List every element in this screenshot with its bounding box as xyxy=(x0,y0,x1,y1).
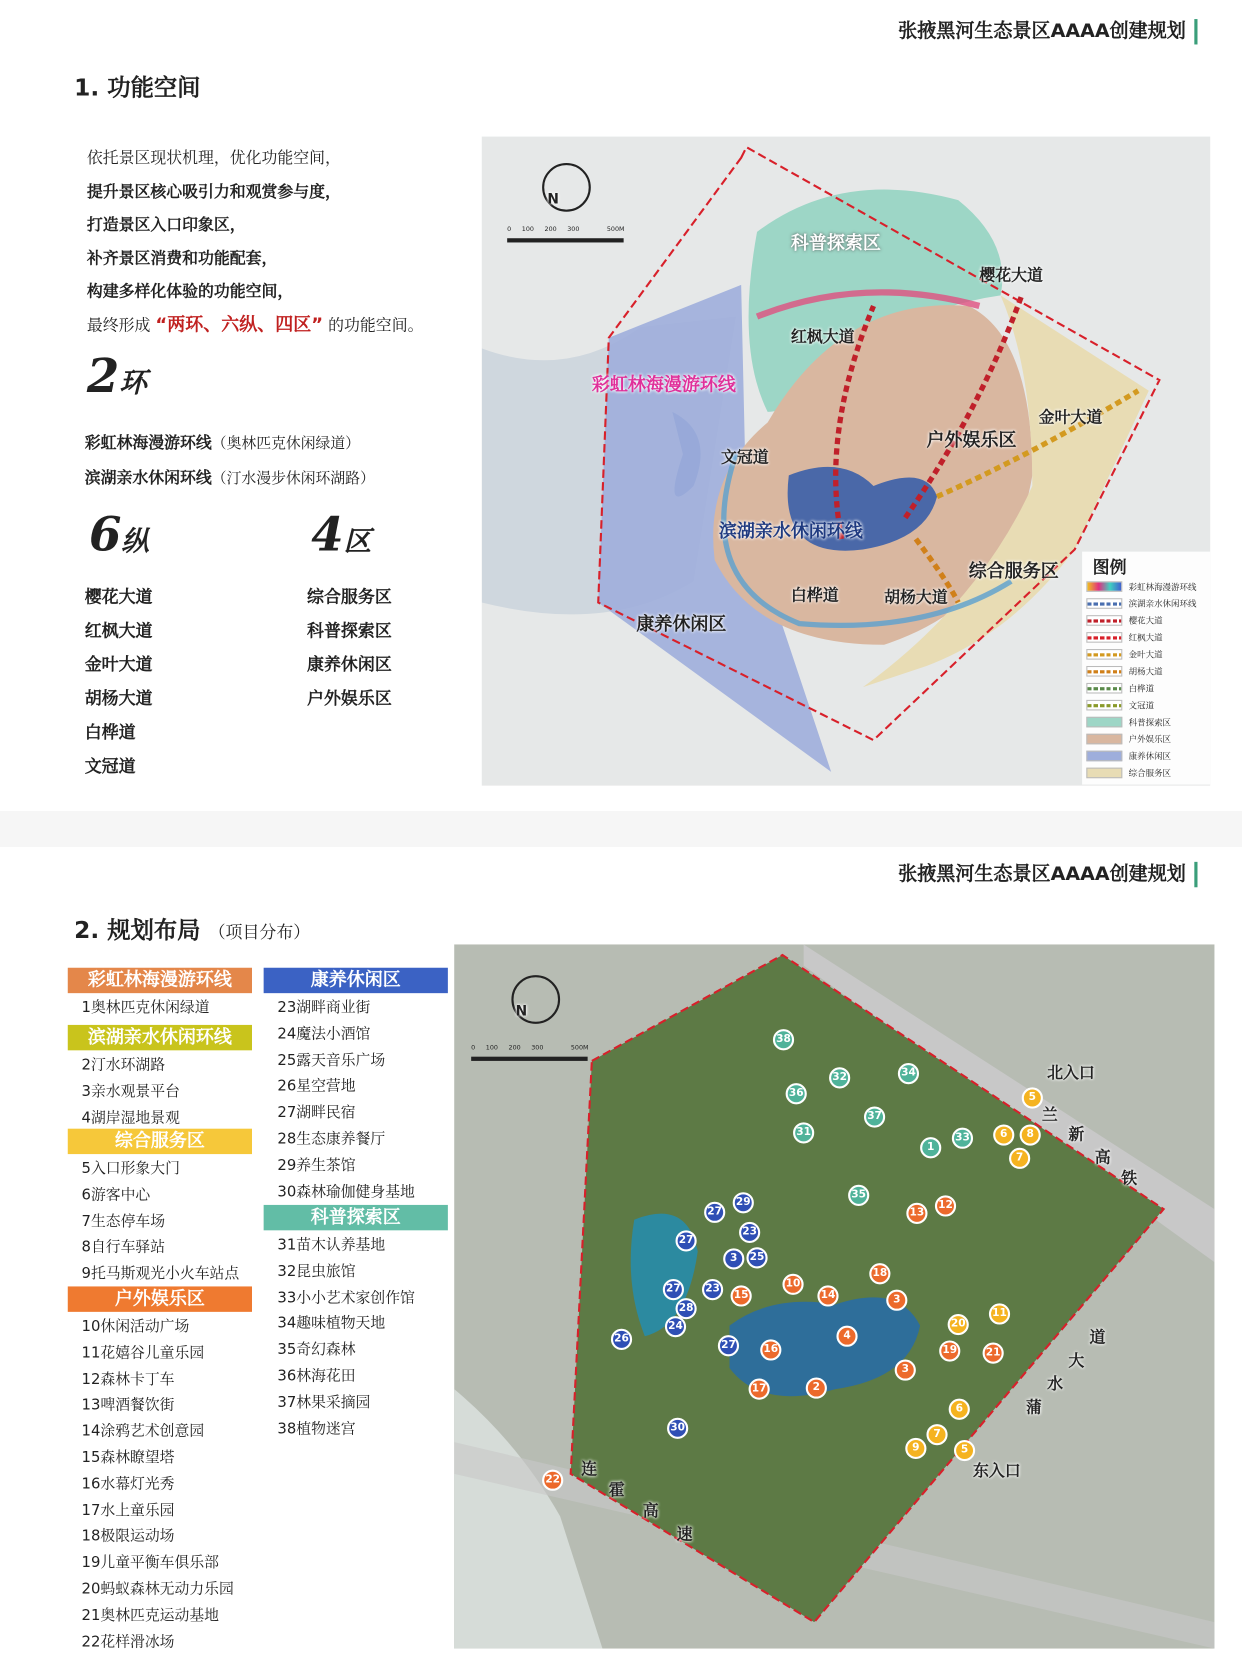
map-label: 白桦道 xyxy=(790,585,839,605)
scale-bar: 0 100 200 300 500M xyxy=(507,225,625,233)
project-item: 24魔法小酒馆 xyxy=(277,1025,371,1043)
project-marker[interactable]: 37 xyxy=(864,1106,885,1127)
project-item: 12森林卡丁车 xyxy=(81,1370,175,1388)
map-label: 科普探索区 xyxy=(790,232,881,255)
legend-swatch xyxy=(1086,700,1122,711)
project-marker[interactable]: 27 xyxy=(663,1279,684,1300)
scale-bar: 0 100 200 300 500M xyxy=(471,1043,589,1052)
project-item: 30森林瑜伽健身基地 xyxy=(277,1183,415,1201)
project-layout-map xyxy=(454,944,1214,1648)
project-item: 28生态康养餐厅 xyxy=(277,1130,386,1148)
project-marker[interactable]: 31 xyxy=(793,1122,814,1143)
intro-final-suffix: 的功能空间。 xyxy=(328,314,424,335)
columns-list xyxy=(85,580,153,783)
project-item: 7生态停车场 xyxy=(81,1212,166,1230)
column-item: 胡杨大道 xyxy=(84,688,153,709)
project-marker[interactable]: 2 xyxy=(806,1377,827,1398)
legend-label: 胡杨大道 xyxy=(1128,666,1163,677)
map-legend xyxy=(1082,552,1210,785)
legend-title: 图例 xyxy=(1092,556,1127,578)
road-label: 大 xyxy=(1068,1351,1085,1371)
project-marker[interactable]: 26 xyxy=(611,1329,632,1350)
project-marker[interactable]: 9 xyxy=(905,1438,926,1459)
map-label: 户外娱乐区 xyxy=(926,429,1017,452)
legend-item xyxy=(1086,680,1206,697)
project-marker[interactable]: 3 xyxy=(886,1290,907,1311)
highway-label: 速 xyxy=(676,1524,693,1544)
legend-swatch xyxy=(1086,666,1122,677)
project-item: 36林海花田 xyxy=(277,1367,356,1385)
intro-line: 依托景区现状机理，优化功能空间， xyxy=(86,148,341,168)
north-arrow: N xyxy=(547,191,559,208)
legend-item xyxy=(1086,578,1206,595)
project-marker[interactable]: 17 xyxy=(749,1379,770,1400)
legend-label: 彩虹林海漫游环线 xyxy=(1128,581,1197,592)
intro-final-prefix: 最终形成 xyxy=(86,314,151,335)
road-label: 蒲 xyxy=(1025,1397,1042,1417)
project-marker[interactable]: 25 xyxy=(746,1247,767,1268)
ring-item: 彩虹林海漫游环线（奥林匹克休闲绿道） xyxy=(84,433,361,453)
project-marker[interactable]: 34 xyxy=(898,1063,919,1084)
project-item: 18极限运动场 xyxy=(81,1528,175,1546)
column-item: 樱花大道 xyxy=(84,586,153,607)
map-label: 滨湖亲水休闲环线 xyxy=(718,520,863,543)
map-label: 综合服务区 xyxy=(968,561,1059,583)
map-label: 文冠道 xyxy=(721,447,769,467)
category-header: 滨湖亲水休闲环线 xyxy=(68,1025,252,1050)
legend-swatch xyxy=(1086,598,1122,609)
project-item: 1奥林匹克休闲绿道 xyxy=(81,999,210,1017)
legend-swatch xyxy=(1086,581,1122,592)
intro-text xyxy=(87,142,424,342)
project-marker[interactable]: 27 xyxy=(676,1230,697,1251)
project-marker[interactable]: 8 xyxy=(1020,1124,1041,1145)
road-label: 道 xyxy=(1089,1327,1106,1347)
legend-label: 金叶大道 xyxy=(1128,649,1163,660)
section-title: 2. 规划布局 （项目分布） xyxy=(74,917,311,945)
map-label: 胡杨大道 xyxy=(884,587,948,607)
project-item: 14涂鸦艺术创意园 xyxy=(81,1423,205,1441)
north-entrance-label: 北入口 xyxy=(1047,1063,1095,1083)
legend-item xyxy=(1086,595,1206,612)
project-marker[interactable]: 38 xyxy=(773,1029,794,1050)
project-marker[interactable]: 33 xyxy=(952,1128,973,1149)
map-label: 彩虹林海漫游环线 xyxy=(591,374,736,396)
category-header: 彩虹林海漫游环线 xyxy=(68,968,252,993)
legend-label: 康养休闲区 xyxy=(1128,751,1172,761)
legend-label: 综合服务区 xyxy=(1128,768,1172,778)
legend-item xyxy=(1086,714,1206,731)
project-marker[interactable]: 6 xyxy=(949,1399,970,1420)
project-marker[interactable]: 36 xyxy=(786,1083,807,1104)
project-marker[interactable]: 13 xyxy=(906,1203,927,1224)
rail-label: 高 xyxy=(1094,1147,1111,1167)
legend-swatch xyxy=(1086,734,1122,745)
intro-line: 补齐景区消费和功能配套， xyxy=(86,248,278,268)
project-marker[interactable]: 23 xyxy=(739,1222,760,1243)
project-marker[interactable]: 32 xyxy=(829,1067,850,1088)
document-header: 张掖黑河生态景区AAAA创建规划 xyxy=(898,19,1197,44)
project-marker[interactable]: 20 xyxy=(948,1314,969,1335)
project-item: 27湖畔民宿 xyxy=(277,1104,356,1122)
legend-item xyxy=(1086,663,1206,680)
project-item: 9托马斯观光小火车站点 xyxy=(81,1265,240,1283)
project-marker[interactable]: 14 xyxy=(817,1285,838,1306)
legend-label: 滨湖亲水休闲环线 xyxy=(1128,598,1197,609)
project-item: 11花嬉谷儿童乐园 xyxy=(81,1344,205,1362)
category-header: 综合服务区 xyxy=(68,1129,252,1154)
project-item: 33小小艺术家创作馆 xyxy=(277,1289,415,1307)
columns-heading: 6纵 xyxy=(88,508,149,563)
project-item: 17水上童乐园 xyxy=(81,1502,175,1519)
legend-item xyxy=(1086,629,1206,646)
rings-list xyxy=(85,426,375,496)
highway-label: 高 xyxy=(642,1501,659,1521)
project-item: 10休闲活动广场 xyxy=(81,1318,190,1336)
project-marker[interactable]: 5 xyxy=(954,1440,975,1461)
legend-label: 文冠道 xyxy=(1128,700,1155,710)
legend-swatch xyxy=(1086,632,1122,643)
legend-item xyxy=(1086,764,1206,781)
project-marker[interactable]: 10 xyxy=(782,1274,803,1295)
project-marker[interactable]: 27 xyxy=(718,1335,739,1356)
legend-swatch xyxy=(1086,683,1122,694)
east-entrance-label: 东入口 xyxy=(973,1461,1021,1481)
project-item: 20蚂蚁森林无动力乐园 xyxy=(81,1580,234,1598)
legend-swatch xyxy=(1086,717,1122,728)
map-label: 康养休闲区 xyxy=(636,614,727,636)
legend-item xyxy=(1086,731,1206,748)
project-marker[interactable]: 21 xyxy=(983,1343,1004,1364)
document-header: 张掖黑河生态景区AAAA创建规划 xyxy=(898,862,1197,887)
legend-label: 白桦道 xyxy=(1128,683,1155,693)
project-item: 6游客中心 xyxy=(81,1186,151,1204)
north-arrow: N xyxy=(515,1003,528,1020)
map-label: 樱花大道 xyxy=(979,265,1043,285)
category-header: 康养休闲区 xyxy=(264,968,448,993)
ring-item: 滨湖亲水休闲环线（汀水漫步休闲环湖路） xyxy=(84,467,375,488)
legend-swatch xyxy=(1086,751,1122,762)
legend-label: 樱花大道 xyxy=(1128,615,1163,626)
project-item: 37林果采摘园 xyxy=(277,1394,371,1412)
project-marker[interactable]: 3 xyxy=(723,1248,744,1269)
project-marker[interactable]: 19 xyxy=(939,1340,960,1361)
project-marker[interactable]: 15 xyxy=(731,1285,752,1306)
highway-label: 连 xyxy=(581,1459,598,1479)
rail-label: 新 xyxy=(1068,1124,1085,1144)
project-marker[interactable]: 28 xyxy=(676,1298,697,1319)
project-item: 22花样滑冰场 xyxy=(81,1633,175,1651)
project-marker[interactable]: 4 xyxy=(836,1326,857,1347)
map-label: 红枫大道 xyxy=(790,327,855,347)
project-item: 31苗木认养基地 xyxy=(277,1236,386,1254)
project-item: 15森林瞭望塔 xyxy=(81,1449,175,1467)
project-marker[interactable]: 29 xyxy=(733,1192,754,1213)
column-item: 白桦道 xyxy=(84,722,136,743)
project-item: 26星空营地 xyxy=(277,1078,356,1096)
section-title: 1. 功能空间 xyxy=(74,75,201,102)
project-marker[interactable]: 1 xyxy=(920,1137,941,1158)
project-marker[interactable]: 27 xyxy=(704,1202,725,1223)
legend-label: 红枫大道 xyxy=(1128,632,1163,643)
project-item: 3亲水观景平台 xyxy=(81,1082,180,1100)
project-item: 16水幕灯光秀 xyxy=(81,1475,175,1493)
project-item: 5入口形象大门 xyxy=(81,1160,180,1178)
legend-item xyxy=(1086,612,1206,629)
project-item: 21奥林匹克运动基地 xyxy=(81,1607,219,1624)
legend-item xyxy=(1086,646,1206,663)
category-header: 科普探索区 xyxy=(264,1205,448,1230)
legend-swatch xyxy=(1086,615,1122,626)
legend-swatch xyxy=(1086,768,1122,779)
project-marker[interactable]: 16 xyxy=(760,1339,781,1360)
project-marker[interactable]: 3 xyxy=(895,1359,916,1380)
rail-label: 兰 xyxy=(1041,1105,1058,1125)
project-marker[interactable]: 35 xyxy=(848,1185,869,1206)
map-label: 金叶大道 xyxy=(1038,407,1103,427)
project-marker[interactable]: 7 xyxy=(926,1424,947,1445)
rail-label: 铁 xyxy=(1121,1168,1138,1188)
column-item: 金叶大道 xyxy=(84,654,153,675)
intro-line: 构建多样化体验的功能空间， xyxy=(86,281,294,301)
project-marker[interactable]: 22 xyxy=(542,1470,563,1491)
project-marker[interactable]: 18 xyxy=(869,1263,890,1284)
legend-item xyxy=(1086,748,1206,765)
project-marker[interactable]: 5 xyxy=(1022,1087,1043,1108)
project-item: 32昆虫旅馆 xyxy=(277,1262,356,1280)
rings-heading: 2环 xyxy=(86,349,147,404)
zone-item: 科普探索区 xyxy=(307,620,392,641)
intro-line: 提升景区核心吸引力和观赏参与度， xyxy=(86,181,341,201)
project-item: 8自行车驿站 xyxy=(81,1239,166,1257)
column-item: 红枫大道 xyxy=(84,620,153,641)
intro-line: 打造景区入口印象区， xyxy=(86,214,246,234)
project-item: 2汀水环湖路 xyxy=(81,1056,166,1074)
zone-item: 户外娱乐区 xyxy=(307,688,392,709)
project-item: 19儿童平衡车俱乐部 xyxy=(81,1554,219,1572)
zones-heading: 4区 xyxy=(311,508,372,563)
zone-item: 综合服务区 xyxy=(307,586,392,607)
project-marker[interactable]: 30 xyxy=(667,1418,688,1439)
highway-label: 霍 xyxy=(608,1480,625,1500)
legend-label: 科普探索区 xyxy=(1128,717,1172,727)
project-item: 25露天音乐广场 xyxy=(277,1052,386,1069)
column-item: 文冠道 xyxy=(84,755,136,777)
legend-swatch xyxy=(1086,649,1122,660)
project-item: 23湖畔商业街 xyxy=(277,999,371,1017)
project-marker[interactable]: 6 xyxy=(993,1124,1014,1145)
intro-highlight: “两环、六纵、四区” xyxy=(155,313,324,336)
zone-item: 康养休闲区 xyxy=(307,654,392,675)
project-item: 38植物迷宫 xyxy=(277,1420,356,1438)
project-marker[interactable]: 12 xyxy=(935,1195,956,1216)
legend-item xyxy=(1086,697,1206,714)
project-item: 29养生茶馆 xyxy=(277,1157,356,1174)
project-marker[interactable]: 7 xyxy=(1009,1148,1030,1169)
project-item: 35奇幻森林 xyxy=(277,1341,356,1359)
project-marker[interactable]: 23 xyxy=(702,1279,723,1300)
project-item: 34趣味植物天地 xyxy=(277,1315,386,1333)
project-marker[interactable]: 11 xyxy=(989,1303,1010,1324)
legend-label: 户外娱乐区 xyxy=(1128,734,1172,744)
project-item: 13啤酒餐饮街 xyxy=(81,1396,175,1414)
road-label: 水 xyxy=(1047,1374,1064,1394)
project-item: 4湖岸湿地景观 xyxy=(81,1109,180,1127)
project-marker[interactable]: 24 xyxy=(665,1316,686,1337)
category-header: 户外娱乐区 xyxy=(68,1286,252,1311)
zones-list xyxy=(307,580,392,716)
